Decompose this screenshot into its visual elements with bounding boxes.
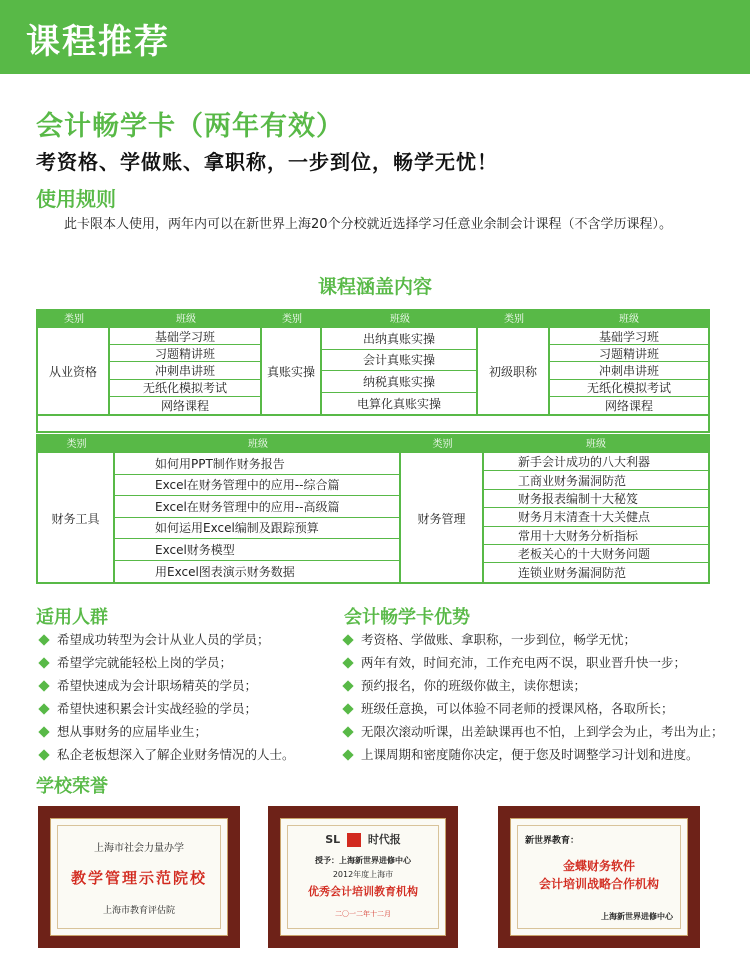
class-cell: 老板关心的十大财务问题 [484, 545, 708, 563]
list-item-text: 无限次滚动听课，出差缺课再也不怕，上到学会为止，考出为止； [361, 724, 724, 739]
honor-plaque-2 [268, 806, 458, 948]
class-cell: 基础学习班 [550, 328, 708, 345]
audience-list [40, 628, 295, 766]
plaque-top-text: 新世界教育： [525, 836, 580, 846]
table-divider [38, 414, 708, 416]
class-cell: 网络课程 [160, 398, 209, 413]
class-list [115, 453, 399, 582]
class-cell: 纳税真账实操 [322, 371, 476, 393]
class-cell: 工商业财务漏洞防范 [484, 471, 708, 489]
class-cell: 常用十大财务分析指标 [484, 527, 708, 545]
diamond-bullet-icon [38, 726, 49, 737]
table-header-class: 班级 [110, 311, 262, 328]
card-title: 会计畅学卡（两年有效） [36, 111, 344, 142]
list-item-text: 希望学完就能轻松上岗的学员； [57, 655, 233, 670]
diamond-bullet-icon [38, 703, 49, 714]
advantages-list [344, 628, 724, 766]
class-cell: 如何用PPT制作财务报告 [115, 453, 399, 475]
list-item [40, 674, 295, 697]
diamond-bullet-icon [342, 726, 353, 737]
card-slogan: 考资格、学做账、拿职称，一步到位，畅学无忧！ [36, 150, 498, 174]
class-cell: 新手会计成功的八大利器 [484, 453, 708, 471]
list-item [344, 697, 724, 720]
diamond-bullet-icon [342, 680, 353, 691]
plaque-main-text: 教学管理示范院校 [70, 869, 207, 887]
coverage-title: 课程涵盖内容 [317, 276, 432, 298]
class-cell: 会计真账实操 [322, 350, 476, 372]
table-category: 真账实操 [266, 365, 315, 379]
logo-text-right: 时代报 [367, 833, 401, 846]
page-title: 课程推荐 [26, 22, 170, 62]
table-header-class: 班级 [550, 311, 708, 328]
plaque-logo [281, 831, 445, 847]
plaque-bottom-text: 上海新世界进修中心 [601, 912, 673, 921]
list-item [40, 697, 295, 720]
plaque-inner [50, 818, 228, 936]
diamond-bullet-icon [38, 634, 49, 645]
list-item-text: 想从事财务的应届毕业生； [57, 724, 208, 739]
class-cell: 基础学习班 [110, 328, 260, 345]
class-list [110, 328, 260, 414]
class-cell: 习题精讲班 [110, 345, 260, 362]
diamond-bullet-icon [38, 749, 49, 760]
advantages-title: 会计畅学卡优势 [344, 607, 470, 628]
class-cell: 冲刺串讲班 [550, 362, 708, 379]
list-item-text: 私企老板想深入了解企业财务情况的人士。 [57, 747, 295, 762]
class-list [484, 453, 708, 582]
diamond-bullet-icon [342, 657, 353, 668]
list-item [40, 628, 295, 651]
plaque-line1: 授予：上海新世界进修中心 [315, 856, 411, 865]
honors-title: 学校荣誉 [36, 776, 108, 797]
plaque-top-text: 上海市社会力量办学 [94, 843, 184, 854]
class-cell: 冲刺串讲班 [110, 362, 260, 379]
class-cell: 习题精讲班 [550, 345, 708, 362]
table-header-category: 类别 [38, 311, 110, 328]
plaque-main-text: 会计培训战略合作机构 [538, 877, 659, 891]
table-header-class: 班级 [484, 436, 708, 453]
class-list [322, 328, 476, 414]
table-category: 财务工具 [51, 512, 100, 526]
rule-title: 使用规则 [36, 187, 116, 211]
list-item [40, 743, 295, 766]
plaque-inner [510, 818, 688, 936]
honor-plaque-1 [38, 806, 240, 948]
table-category: 从业资格 [48, 365, 97, 379]
list-item [344, 628, 724, 651]
list-item-text: 预约报名，你的班级你做主，读你想读； [361, 678, 587, 693]
rule-text: 此卡限本人使用，两年内可以在新世界上海20个分校就近选择学习任意业余制会计课程（不含学历课程）。 [64, 217, 673, 232]
class-cell: 如何运用Excel编制及跟踪预算 [115, 518, 399, 540]
list-item-text: 上课周期和密度随你决定，便于您及时调整学习计划和进度。 [361, 747, 699, 762]
class-cell: Excel在财务管理中的应用--综合篇 [115, 475, 399, 497]
class-cell: 电算化真账实操 [356, 396, 441, 411]
list-item [40, 720, 295, 743]
class-cell: 用Excel图表演示财务数据 [155, 564, 295, 579]
list-item [344, 743, 724, 766]
class-cell: 无纸化模拟考试 [110, 380, 260, 397]
plaque-bottom-text: 二〇一二年十二月 [335, 910, 391, 918]
course-table-2 [36, 434, 710, 584]
course-table-1 [36, 309, 710, 433]
class-cell: 出纳真账实操 [322, 328, 476, 350]
list-item [40, 651, 295, 674]
logo-text-left: SL [325, 833, 341, 846]
table-category: 财务管理 [417, 512, 466, 526]
red-seal-icon [347, 833, 361, 847]
class-cell: Excel财务模型 [115, 539, 399, 561]
plaque-line2: 2012年度上海市 [332, 870, 394, 879]
list-item [344, 720, 724, 743]
audience-title: 适用人群 [36, 607, 108, 628]
class-cell: 财务报表编制十大秘笈 [484, 490, 708, 508]
list-item-text: 班级任意换，可以体验不同老师的授课风格，各取所长； [361, 701, 674, 716]
table-header-category: 类别 [401, 436, 484, 453]
list-item-text: 希望快速积累会计实战经验的学员； [57, 701, 258, 716]
diamond-bullet-icon [38, 680, 49, 691]
diamond-bullet-icon [342, 749, 353, 760]
table-header-category: 类别 [38, 436, 115, 453]
class-cell: 连锁业财务漏洞防范 [518, 566, 627, 581]
class-cell: 财务月末清查十大关健点 [484, 508, 708, 526]
table-header-category: 类别 [262, 311, 322, 328]
list-item [344, 651, 724, 674]
honor-plaque-3 [498, 806, 700, 948]
table-header-class: 班级 [115, 436, 401, 453]
class-cell: Excel在财务管理中的应用--高级篇 [115, 496, 399, 518]
plaque-bottom-text: 上海市教育评估院 [102, 906, 175, 916]
plaque-main-text: 优秀会计培训教育机构 [308, 885, 418, 898]
class-list [550, 328, 708, 414]
diamond-bullet-icon [38, 657, 49, 668]
table-header-category: 类别 [478, 311, 550, 328]
list-item-text: 希望快速成为会计职场精英的学员； [57, 678, 258, 693]
table-category: 初级职称 [488, 365, 537, 379]
list-item-text: 希望成功转型为会计从业人员的学员； [57, 632, 270, 647]
plaque-main-text: 金蝶财务软件 [562, 859, 635, 873]
list-item-text: 考资格、学做账、拿职称，一步到位，畅学无忧； [361, 632, 637, 647]
plaque-inner [280, 818, 446, 936]
diamond-bullet-icon [342, 703, 353, 714]
header-banner [0, 0, 750, 74]
diamond-bullet-icon [342, 634, 353, 645]
class-cell: 网络课程 [604, 398, 653, 413]
table-header-class: 班级 [322, 311, 478, 328]
class-cell: 无纸化模拟考试 [550, 380, 708, 397]
list-item [344, 674, 724, 697]
list-item-text: 两年有效，时间充沛，工作充电两不误，职业晋升快一步； [361, 655, 687, 670]
